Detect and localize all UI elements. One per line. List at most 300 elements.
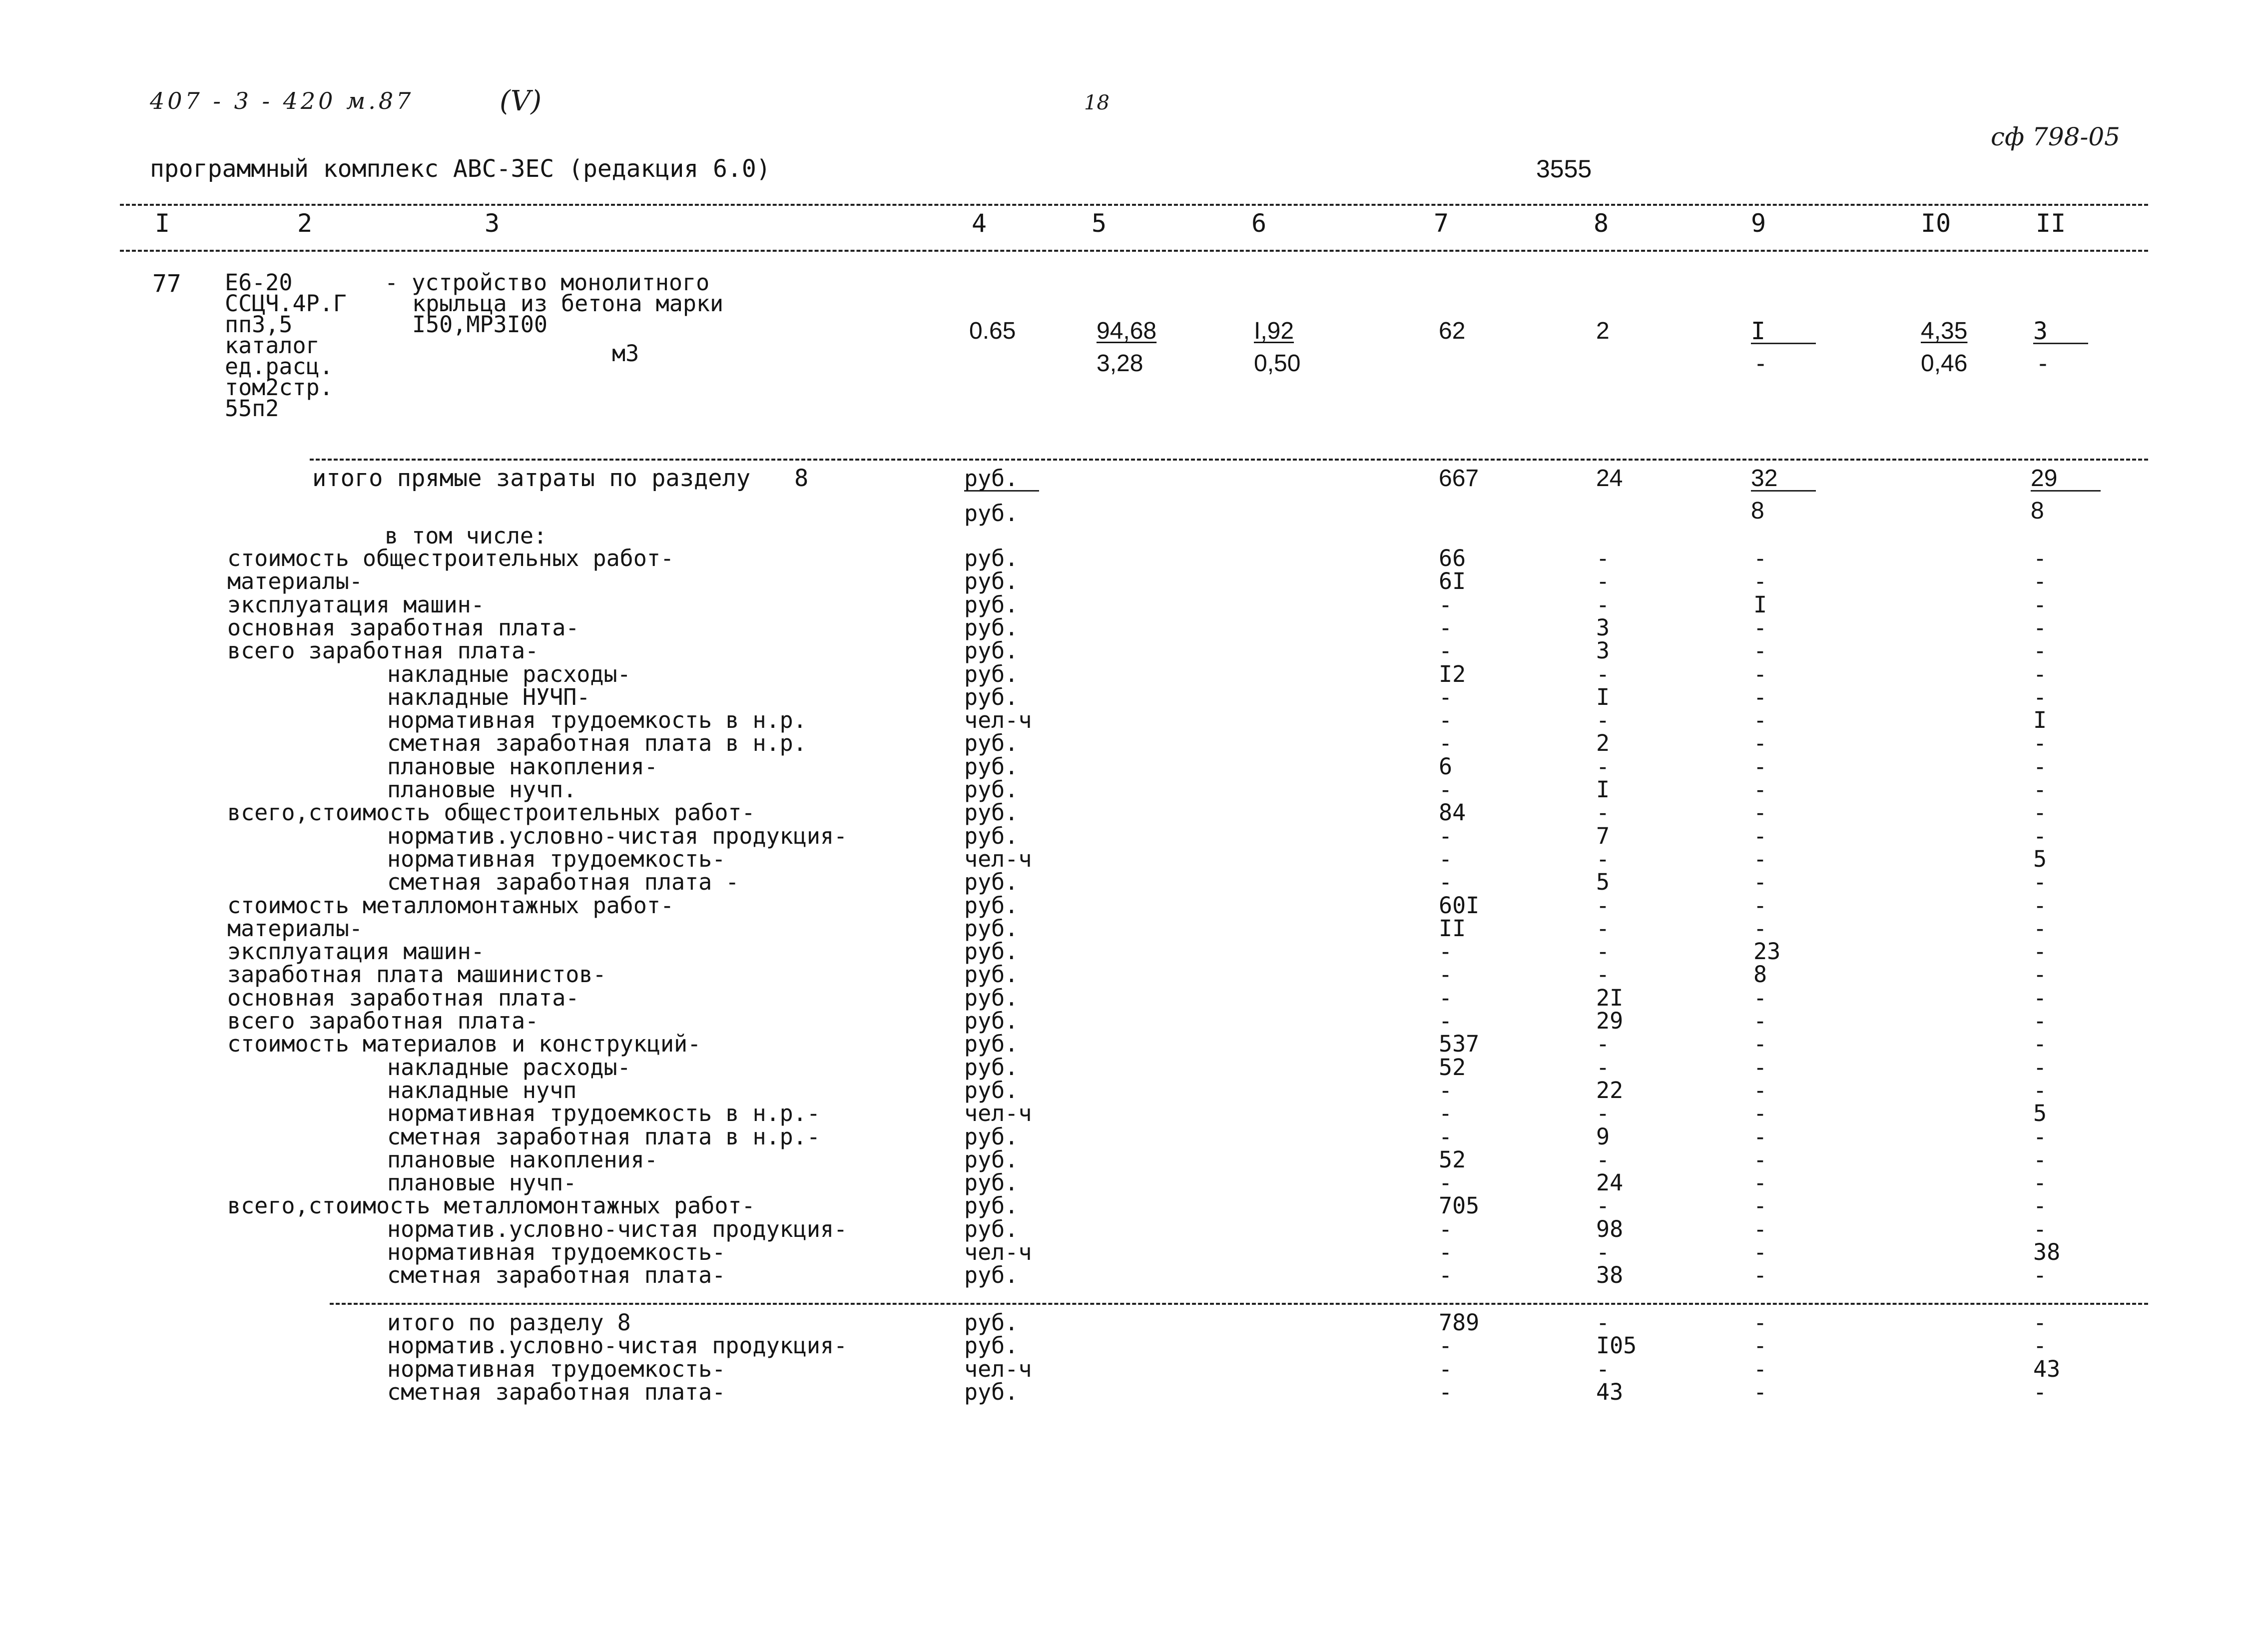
- row-col9: -: [1753, 730, 1767, 757]
- row-unit: руб.: [964, 776, 1019, 803]
- row-col11: -: [2033, 1054, 2047, 1081]
- row-col9: -: [1753, 660, 1767, 687]
- item-desc-line: - устройство монолитного: [385, 269, 710, 296]
- table-row: [0, 616, 2242, 639]
- row-col7: -: [1439, 869, 1453, 896]
- row-col9: -: [1753, 1332, 1767, 1359]
- row-col9: 23: [1753, 938, 1781, 965]
- row-col7: -: [1439, 822, 1453, 849]
- table-row: [0, 801, 2242, 824]
- col-7-head: 7: [1434, 209, 1449, 238]
- row-label: эксплуатация машин-: [227, 591, 485, 618]
- row-col8: 7: [1596, 822, 1610, 849]
- table-row: [0, 683, 2242, 710]
- row-unit: руб.: [964, 1031, 1019, 1058]
- row-col9: -: [1753, 545, 1767, 571]
- col-11-head: II: [2036, 209, 2066, 238]
- table-row: [0, 1194, 2242, 1217]
- row-col9: -: [1753, 869, 1767, 896]
- row-col11: -: [2033, 1077, 2047, 1103]
- row-unit: руб.: [964, 1054, 1019, 1081]
- row-label: нормативная трудоемкость в н.р.-: [387, 1100, 820, 1127]
- col-4-head: 4: [972, 209, 987, 238]
- row-col9: -: [1753, 1100, 1767, 1127]
- table-row: [0, 1311, 2242, 1334]
- row-col8: -: [1596, 1355, 1610, 1382]
- row-col7: -: [1439, 707, 1453, 734]
- table-row: [0, 917, 2242, 940]
- row-col8: 24: [1596, 1169, 1624, 1196]
- total-rule: [330, 1303, 2148, 1305]
- item-col6-top: I,92: [1254, 318, 1294, 344]
- row-unit: руб.: [964, 568, 1019, 595]
- col-5-head: 5: [1092, 209, 1107, 238]
- row-col11: 5: [2033, 845, 2047, 872]
- summary-col9-top: 32: [1751, 467, 1816, 492]
- row-label: нормативная трудоемкость-: [387, 1355, 726, 1382]
- row-unit: руб.: [964, 614, 1019, 641]
- table-row: [0, 1215, 2242, 1242]
- item-col10-bottom: 0,46: [1921, 350, 1968, 377]
- row-col11: -: [2033, 753, 2047, 780]
- row-unit: руб.: [964, 822, 1019, 849]
- row-col8: 29: [1596, 1008, 1624, 1034]
- row-unit: руб.: [964, 730, 1019, 757]
- table-row: [0, 547, 2242, 570]
- row-col9: -: [1753, 892, 1767, 919]
- row-col11: -: [2033, 568, 2047, 595]
- row-col7: 537: [1439, 1031, 1480, 1058]
- row-col8: 9: [1596, 1123, 1610, 1150]
- item-desc-line: крыльца из бетона марки: [412, 290, 724, 317]
- table-row: [0, 1033, 2242, 1056]
- row-col11: -: [2033, 1192, 2047, 1219]
- row-col11: -: [2033, 1262, 2047, 1289]
- row-label: плановые накопления-: [387, 753, 658, 780]
- row-col8: -: [1596, 1031, 1610, 1058]
- row-col11: -: [2033, 1031, 2047, 1058]
- row-col8: -: [1596, 1239, 1610, 1265]
- row-col9: -: [1753, 845, 1767, 872]
- table-row: [0, 1171, 2242, 1194]
- row-col8: -: [1596, 660, 1610, 687]
- row-col7: -: [1439, 1355, 1453, 1382]
- row-col8: -: [1596, 915, 1610, 942]
- row-col11: -: [2033, 591, 2047, 618]
- item-code-line: ед.расц.: [225, 353, 333, 380]
- row-label: итого по разделу 8: [387, 1309, 631, 1336]
- handwritten-doc-code: 407 - 3 - 420 м.87: [150, 87, 414, 114]
- row-col9: -: [1753, 637, 1767, 664]
- item-col11-bottom: -: [2036, 350, 2050, 378]
- row-col8: -: [1596, 845, 1610, 872]
- row-unit: руб.: [964, 1262, 1019, 1289]
- row-col9: -: [1753, 1239, 1767, 1265]
- row-col8: -: [1596, 707, 1610, 734]
- row-col8: -: [1596, 892, 1610, 919]
- row-unit: руб.: [964, 1215, 1019, 1242]
- table-row: [0, 940, 2242, 963]
- row-col9: -: [1753, 799, 1767, 826]
- row-col9: -: [1753, 1077, 1767, 1103]
- row-unit: руб.: [964, 545, 1019, 571]
- row-col11: 5: [2033, 1100, 2047, 1127]
- program-header: программный комплекс АВС-3ЕС (редакция 6.0): [150, 155, 771, 183]
- row-unit: руб.: [964, 637, 1019, 664]
- row-col9: -: [1753, 1146, 1767, 1173]
- row-col7: -: [1439, 1239, 1453, 1265]
- row-col8: 22: [1596, 1077, 1624, 1103]
- row-col11: -: [2033, 637, 2047, 664]
- col-1-head: I: [155, 209, 170, 238]
- table-row: [0, 822, 2242, 849]
- col-10-head: I0: [1921, 209, 1951, 238]
- row-col9: -: [1753, 1215, 1767, 1242]
- row-unit: руб.: [964, 1169, 1019, 1196]
- row-label: нормативная трудоемкость-: [387, 1239, 726, 1265]
- table-row: [0, 1010, 2242, 1033]
- row-unit: руб.: [964, 1123, 1019, 1150]
- row-label: основная заработная плата-: [227, 614, 579, 641]
- item-number: 77: [152, 270, 181, 298]
- row-col9: -: [1753, 1262, 1767, 1289]
- row-col7: 52: [1439, 1054, 1466, 1081]
- summary-unit-bottom: руб.: [964, 500, 1019, 527]
- table-row: [0, 1355, 2242, 1382]
- header-top-rule: [120, 204, 2148, 206]
- row-col8: 2I: [1596, 984, 1624, 1011]
- summary-title: итого прямые затраты по разделу: [312, 465, 751, 492]
- row-label: норматив.условно-чистая продукция-: [387, 1332, 848, 1359]
- row-col8: -: [1596, 568, 1610, 595]
- row-col8: 38: [1596, 1262, 1624, 1289]
- row-col8: -: [1596, 1192, 1610, 1219]
- table-row: [0, 570, 2242, 593]
- row-col8: -: [1596, 545, 1610, 571]
- row-col7: -: [1439, 1332, 1453, 1359]
- table-row: [0, 1056, 2242, 1079]
- row-col9: -: [1753, 568, 1767, 595]
- row-col9: -: [1753, 1123, 1767, 1150]
- row-col11: -: [2033, 1215, 2047, 1242]
- row-col7: -: [1439, 614, 1453, 641]
- row-col8: -: [1596, 938, 1610, 965]
- row-col7: -: [1439, 730, 1453, 757]
- handwritten-mark: (V): [500, 85, 542, 117]
- table-row: [0, 845, 2242, 872]
- row-unit: руб.: [964, 1309, 1019, 1336]
- row-col11: -: [2033, 1008, 2047, 1034]
- col-6-head: 6: [1251, 209, 1267, 238]
- row-col8: -: [1596, 799, 1610, 826]
- summary-col9-bottom: 8: [1751, 498, 1764, 524]
- row-label: норматив.условно-чистая продукция-: [387, 1215, 848, 1242]
- item-code-line: пп3,5: [225, 311, 293, 338]
- item-col9-bottom: -: [1753, 350, 1768, 378]
- row-col7: -: [1439, 961, 1453, 988]
- item-unit: м3: [612, 340, 639, 367]
- row-col9: -: [1753, 984, 1767, 1011]
- item-col5-bottom: 3,28: [1097, 350, 1143, 377]
- row-col9: -: [1753, 707, 1767, 734]
- row-col8: -: [1596, 1309, 1610, 1336]
- row-col9: -: [1753, 1309, 1767, 1336]
- row-unit: руб.: [964, 660, 1019, 687]
- row-unit: руб.: [964, 1378, 1019, 1405]
- row-col8: 2: [1596, 730, 1610, 757]
- row-label: заработная плата машинистов-: [227, 961, 606, 988]
- row-col11: -: [2033, 938, 2047, 965]
- row-unit: чел-ч: [964, 845, 1032, 872]
- row-unit: руб.: [964, 938, 1019, 965]
- row-col7: -: [1439, 591, 1453, 618]
- row-col7: 52: [1439, 1146, 1466, 1173]
- row-col11: -: [2033, 1146, 2047, 1173]
- item-code-line: ССЦЧ.4Р.Г: [225, 290, 347, 317]
- row-label: сметная заработная плата-: [387, 1378, 726, 1405]
- handwritten-page-number: 18: [1084, 91, 1110, 114]
- row-col7: II: [1439, 915, 1466, 942]
- row-col11: -: [2033, 1309, 2047, 1336]
- row-label: всего заработная плата-: [227, 637, 539, 664]
- row-col9: -: [1753, 683, 1767, 710]
- row-col11: -: [2033, 892, 2047, 919]
- row-col8: 3: [1596, 614, 1610, 641]
- row-col7: 6I: [1439, 568, 1466, 595]
- row-col7: 66: [1439, 545, 1466, 571]
- item-col10-top: 4,35: [1921, 318, 1968, 344]
- row-unit: руб.: [964, 961, 1019, 988]
- header-bottom-rule: [120, 250, 2148, 252]
- row-col11: I: [2033, 707, 2047, 734]
- table-row: [0, 732, 2242, 755]
- row-unit: руб.: [964, 869, 1019, 896]
- row-label: плановые накопления-: [387, 1146, 658, 1173]
- item-desc-line: I50,МР3I00: [412, 311, 548, 338]
- row-col7: -: [1439, 845, 1453, 872]
- row-col7: -: [1439, 1008, 1453, 1034]
- row-unit: руб.: [964, 984, 1019, 1011]
- row-col8: 3: [1596, 637, 1610, 664]
- row-unit: руб.: [964, 591, 1019, 618]
- item-col6-bottom: 0,50: [1254, 350, 1301, 377]
- row-col7: -: [1439, 637, 1453, 664]
- row-label: накладные расходы-: [387, 1054, 631, 1081]
- row-unit: чел-ч: [964, 707, 1032, 734]
- item-code-line: 55п2: [225, 395, 279, 422]
- summary-col11-bottom: 8: [2031, 498, 2044, 524]
- item-col7: 62: [1439, 318, 1466, 344]
- row-label: всего,стоимость металломонтажных работ-: [227, 1192, 755, 1219]
- row-col7: -: [1439, 938, 1453, 965]
- item-col5-top: 94,68: [1097, 318, 1157, 344]
- row-unit: руб.: [964, 799, 1019, 826]
- item-code-line: Е6-20: [225, 269, 293, 296]
- row-col11: -: [2033, 545, 2047, 571]
- col-2-head: 2: [297, 209, 313, 238]
- table-row: [0, 1241, 2242, 1264]
- row-col11: -: [2033, 915, 2047, 942]
- row-col9: -: [1753, 1355, 1767, 1382]
- row-col8: 98: [1596, 1215, 1624, 1242]
- row-unit: чел-ч: [964, 1239, 1032, 1265]
- row-col8: -: [1596, 961, 1610, 988]
- row-label: основная заработная плата-: [227, 984, 579, 1011]
- table-row: [0, 660, 2242, 687]
- table-row: [0, 984, 2242, 1011]
- row-unit: руб.: [964, 1008, 1019, 1034]
- row-col11: 43: [2033, 1355, 2061, 1382]
- summary-including: в том числе:: [385, 523, 548, 549]
- row-col9: -: [1753, 776, 1767, 803]
- row-label: плановые нучп-: [387, 1169, 577, 1196]
- item-col9-top: I: [1751, 320, 1816, 344]
- summary-unit-top: руб.: [964, 467, 1039, 492]
- row-col11: -: [2033, 961, 2047, 988]
- row-col7: -: [1439, 1378, 1453, 1405]
- row-col9: -: [1753, 1192, 1767, 1219]
- row-label: накладные НУЧП-: [387, 683, 590, 710]
- table-row: [0, 1334, 2242, 1357]
- row-label: накладные нучп: [387, 1077, 577, 1103]
- row-col11: -: [2033, 614, 2047, 641]
- row-label: сметная заработная плата -: [387, 869, 739, 896]
- row-col11: -: [2033, 1378, 2047, 1405]
- row-unit: чел-ч: [964, 1100, 1032, 1127]
- row-label: сметная заработная плата-: [387, 1262, 726, 1289]
- row-col9: -: [1753, 915, 1767, 942]
- row-col8: -: [1596, 1100, 1610, 1127]
- row-col7: -: [1439, 1077, 1453, 1103]
- row-col7: 789: [1439, 1309, 1480, 1336]
- row-col11: 38: [2033, 1239, 2061, 1265]
- table-row: [0, 778, 2242, 801]
- row-label: стоимость общестроительных работ-: [227, 545, 674, 571]
- row-unit: руб.: [964, 1332, 1019, 1359]
- row-unit: чел-ч: [964, 1355, 1032, 1382]
- row-col8: I: [1596, 776, 1610, 803]
- row-col8: 5: [1596, 869, 1610, 896]
- table-row: [0, 894, 2242, 917]
- row-col8: I: [1596, 683, 1610, 710]
- row-label: накладные расходы-: [387, 660, 631, 687]
- row-col11: -: [2033, 1169, 2047, 1196]
- row-label: сметная заработная плата в н.р.-: [387, 1123, 820, 1150]
- item-quantity: 0.65: [969, 318, 1016, 344]
- row-col11: -: [2033, 683, 2047, 710]
- item-code-block: [225, 269, 347, 422]
- row-col11: -: [2033, 776, 2047, 803]
- row-col7: -: [1439, 776, 1453, 803]
- row-col7: -: [1439, 984, 1453, 1011]
- summary-col8: 24: [1596, 465, 1623, 492]
- table-row: [0, 1378, 2242, 1405]
- row-label: всего,стоимость общестроительных работ-: [227, 799, 755, 826]
- row-unit: руб.: [964, 1077, 1019, 1103]
- row-col11: -: [2033, 984, 2047, 1011]
- row-label: нормативная трудоемкость-: [387, 845, 726, 872]
- table-row: [0, 639, 2242, 662]
- row-unit: руб.: [964, 915, 1019, 942]
- col-8-head: 8: [1594, 209, 1609, 238]
- row-unit: руб.: [964, 683, 1019, 710]
- row-label: норматив.условно-чистая продукция-: [387, 822, 848, 849]
- header-number: 3555: [1536, 155, 1592, 183]
- row-label: сметная заработная плата в н.р.: [387, 730, 807, 757]
- row-col7: -: [1439, 1100, 1453, 1127]
- col-9-head: 9: [1751, 209, 1766, 238]
- row-col8: -: [1596, 1054, 1610, 1081]
- row-col11: -: [2033, 660, 2047, 687]
- summary-rule: [310, 459, 2148, 461]
- table-row: [0, 709, 2242, 732]
- row-col7: -: [1439, 683, 1453, 710]
- summary-col11-top: 29: [2031, 467, 2101, 492]
- row-col9: I: [1753, 591, 1767, 618]
- row-col7: -: [1439, 1123, 1453, 1150]
- row-col11: -: [2033, 730, 2047, 757]
- row-col7: 705: [1439, 1192, 1480, 1219]
- row-col8: -: [1596, 1146, 1610, 1173]
- row-col9: -: [1753, 614, 1767, 641]
- row-label: материалы-: [227, 568, 363, 595]
- row-unit: руб.: [964, 1146, 1019, 1173]
- row-col11: -: [2033, 1123, 2047, 1150]
- row-label: плановые нучп.: [387, 776, 577, 803]
- table-row: [0, 755, 2242, 778]
- row-unit: руб.: [964, 753, 1019, 780]
- row-col11: -: [2033, 1332, 2047, 1359]
- summary-section: 8: [794, 465, 809, 492]
- row-col9: 8: [1753, 961, 1767, 988]
- row-col8: -: [1596, 753, 1610, 780]
- row-label: эксплуатация машин-: [227, 938, 485, 965]
- row-col11: -: [2033, 822, 2047, 849]
- row-col8: 43: [1596, 1378, 1624, 1405]
- row-col9: -: [1753, 822, 1767, 849]
- item-col11-top: 3: [2033, 320, 2088, 344]
- row-col7: 60I: [1439, 892, 1480, 919]
- row-label: стоимость материалов и конструкций-: [227, 1031, 701, 1058]
- row-col9: -: [1753, 1008, 1767, 1034]
- row-col9: -: [1753, 753, 1767, 780]
- table-row: [0, 1264, 2242, 1287]
- row-label: материалы-: [227, 915, 363, 942]
- summary-col7: 667: [1439, 465, 1479, 492]
- handwritten-corner-code: сф 798-05: [1991, 122, 2120, 151]
- table-row: [0, 1148, 2242, 1171]
- col-3-head: 3: [485, 209, 500, 238]
- row-col9: -: [1753, 1378, 1767, 1405]
- table-row: [0, 593, 2242, 616]
- row-col7: -: [1439, 1262, 1453, 1289]
- table-row: [0, 963, 2242, 986]
- item-col8: 2: [1596, 318, 1610, 344]
- row-col8: -: [1596, 591, 1610, 618]
- item-code-line: каталог: [225, 332, 320, 359]
- row-label: нормативная трудоемкость в н.р.: [387, 707, 807, 734]
- row-col11: -: [2033, 799, 2047, 826]
- row-col8: I05: [1596, 1332, 1637, 1359]
- item-description: [385, 269, 724, 338]
- row-col7: -: [1439, 1215, 1453, 1242]
- row-unit: руб.: [964, 1192, 1019, 1219]
- table-row: [0, 1102, 2242, 1125]
- row-col7: 6: [1439, 753, 1453, 780]
- row-col9: -: [1753, 1054, 1767, 1081]
- row-col7: I2: [1439, 660, 1466, 687]
- item-code-line: том2стр.: [225, 374, 333, 401]
